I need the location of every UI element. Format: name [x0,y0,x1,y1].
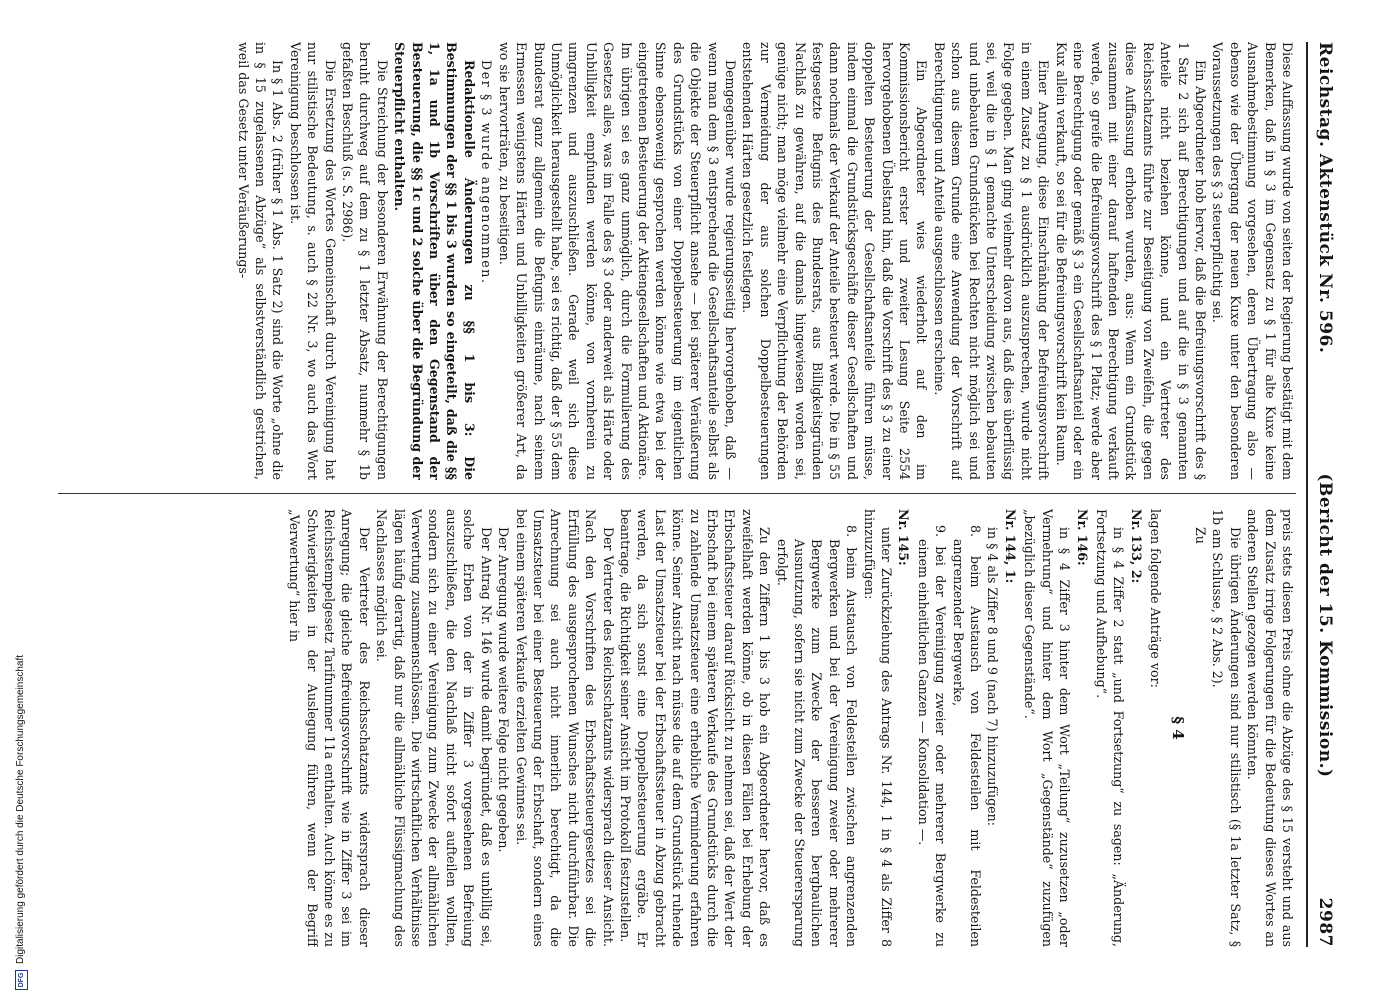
paragraph: Der Vertreter des Reichsschatzamts widersprach dieser Anregung; die gleiche Befreiungsvorschrift wie in Ziffer 3 sei im Reichsstempelgesetz Tarifnummer 11a enthalten. Auch könne es zu Schwierigkeiten in der Auslegung führen, wenn der Begriff „Verwertung“ hier in [287,509,372,947]
paragraph: Ein Abgeordneter wies wiederholt auf den im Kommissionsbericht erster und zweiter Lesung Seite 2554 hervorgehobenen Übelstand hin, daß die Vorschrift des § 3 zu einer doppelten Besteuerung der Gesellschaftsanteile führen müsse, indem einmal die Grundstücksgeschäfte dieser Gesellschaften und dann nochmals der Verkauf der Anteile besteuert werde. Die in § 55 festgesetzte Befugnis des Bundesrats, aus Billigkeitsgründen Nachlaß zu gewähren, auf die damals hingewiesen worden sei, genüge nicht; man möge vielmehr eine Verpflichtung der Behörden zur Vermeidung der aus solchen Doppelbesteuerungen entstehenden Härten gesetzlich festlegen. [740,42,930,480]
paragraph: Der Antrag Nr. 146 wurde damit begründet, daß es unbillig sei, solche Erben von der in Ziffer 3 vorgesehenen Befreiung auszuschließen, die den Nachlaß nicht sofort aufteilen wollten, sondern sich zu einer Vereinigung zum Zwecke der allmählichen Verwertung zusammenschlössen. Die wirtschaftlichen Verhältnisse lägen häufig derartig, daß nur die allmähliche Flüssigmachung des Nachlasses möglich sei. [374,509,494,947]
motion-text: in § 4 Ziffer 2 statt „und Fortsetzung“ zu sagen: „Änderung, Fortsetzung und Aufhebung“. [1093,509,1127,947]
motion-label: Nr. 145: [896,509,912,566]
motion-item: 8. beim Austausch von Feldesteilen mit Feldesteilen angrenzender Bergwerke, [950,525,984,947]
motion-text: unter Zurückziehung des Antrags Nr. 144, 1 in § 4 als Ziffer 8 hinzuzufügen: [861,509,895,947]
motion-item: 8. beim Austausch von Feldesteilen zwischen angrenzenden Bergwerken und bei der Vereinigung zweier oder mehrerer Bergwerke zum Zwecke der besseren bergbaulichen Ausnutzung, sofern sie nicht zum Zwecke der Steuerersparung erfolgt. [774,525,860,947]
paragraph: Die übrigen Änderungen sind nur stilistisch (§ 1a letzter Satz, § 1b am Schlusse, § 2 Abs. 2). [1210,509,1243,947]
motion-label: Nr. 133, 2: [1128,509,1144,584]
footer-text: Digitalisierung gefördert durch die Deutsche Forschungsgemeinschaft [15,654,26,964]
motion-label: Nr. 146: [1074,509,1090,566]
motion-label: Nr. 144, 1: [1002,509,1018,584]
zu-label: Zu [1192,527,1208,544]
section-heading: § 4 [1168,716,1187,740]
page-number: 2987 [1315,897,1335,947]
motion-text: in § 4 Ziffer 3 hinter dem Wort „Teilung“ zuzusetzen „oder Vermehrung“ und hinter dem Wort „Gegenstände“ zuzufügen „bezüglich dieser Gegenstände“. [1022,509,1073,947]
paragraph: Der § 3 wurde angenommen. [479,60,495,285]
paragraph: Zu den Ziffern 1 bis 3 hob ein Abgeordneter hervor, daß es zweifelhaft werden könne, ob in diesen Fällen bei Erhebung der Erbschaftssteuer darauf Rücksicht zu nehmen sei, daß der Wert der Erbschaft bei einem späteren Verkaufe des Grundstücks durch die zu zahlende Umsatzsteuer eine erhebliche Verminderung erfahren könne. Seiner Ansicht nach müsse die auf dem Grundstück ruhende Last der Umsatzsteuer bei der Erbschaftssteuer in Abzug gebracht werden, da sich sonst eine Doppelbesteuerung ergäbe. Er beantrage, die Richtigkeit seiner Ansicht im Protokoll festzustellen. [617,509,773,947]
paragraph: Diese Auffassung wurde von seiten der Regierung bestätigt mit dem Bemerken, daß in § 3 im Gegensatz zu § 1 für alte Kuxe keine Ausnahmebestimmung vorgesehen, deren Übertragung also — ebenso wie der Übergang der neuen Kuxe unter den besonderen Voraussetzungen des § 3 steuerpflichtig sei. [1210,42,1295,480]
paragraph: Der Vertreter des Reichsschatzamts widersprach dieser Ansicht. Nach den Vorschriften des Erbschaftssteuergesetzes sei die Erfüllung des ausgesprochenen Wunsches nicht durchführbar. Die Anrechnung sei auch nicht innerlich berechtigt, da die Umsatzsteuer bei einer Besteuerung der Erbschaft, sondern eines bei einem späteren Verkaufe erzielten Gewinnes sei. [513,509,616,947]
paragraph: Demgegenüber wurde regierungsseitig hervorgehoben, daß — wenn man dem § 3 entsprechend die Gesellschaftsanteile selbst als die Objekte der Steuerpflicht ansehe — bei späterer Veräußerung des Grundstücks von einer Doppelbesteuerung im eigentlichen Sinne ebensowenig gesprochen werden könne wie etwa bei der eingetretenen Besteuerung der Aktiengesellschaften und Aktionäre. Im übrigen sei es ganz unmöglich, durch die Formulierung des Gesetzes alles, was im Falle des § 3 oder anderweit als Härte oder Unbilligkeit empfunden werden könne, von vornherein zu umgrenzen und auszuschließen. Gerade weil sich diese Unmöglichkeit herausgestellt habe, sei es richtig, daß der § 55 dem Bundesrat ganz allgemein die Befugnis einräume, nach seinem Ermessen wenigstens Härten und Unbilligkeiten größerer Art, da wo sie hervorträten, zu beseitigen. [496,42,738,480]
paragraph: In § 1 Abs. 2 (früher § 1 Abs. 1 Satz 2) sind die Worte „ohne die in § 15 zugelassenen Abzüge“ als selbstverständlich gestrichen, weil das Gesetz unter Veräußerungs- [235,42,286,480]
paragraph: Der Anregung wurde weitere Folge nicht gegeben. [496,527,512,853]
motion-item: 9. bei der Vereinigung zweier oder mehrerer Bergwerke zu einem einheitlichen Ganzen — Konsolidation —. [915,525,949,947]
paragraph-heading: Redaktionelle Änderungen zu §§ 1 bis 3: Die Bestimmungen der §§ 1 bis 3 wurden so eingeteilt, daß die §§ 1, 1a und 1b Vorschriften über den Gegenstand der Besteuerung, die §§ 1c und 2 solche über die Begründung der Steuerpflicht enthalten. [392,42,477,480]
paragraph: Die Ersetzung des Wortes Gemeinschaft durch Vereinigung hat nur stilistische Bedeutung, s. auch § 22 Nr. 3, wo auch das Wort Vereinigung beschlossen ist. [287,42,338,480]
running-head-left: Reichstag. Aktenstück Nr. 596. [1315,42,1335,354]
paragraph: Ein Abgeordneter hob hervor, daß die Befreiungsvorschrift des § 1 Satz 2 sich auf Berechtigungen und auf die in § 3 genannten Anteile nicht beziehen könne, und ein Vertreter des Reichsschatzamts führte zur Beseitigung von Zweifeln, die gegen diese Auffassung erhoben wurden, aus: Wenn ein Grundstück zusammen mit einer darauf haftenden Berechtigung verkauft werde, so greife die Befreiungsvorschrift des § 1 Platz; werde aber eine Berechtigung oder gemäß § 3 ein Gesellschaftsanteil oder ein Kux allein verkauft, so sei für die Befreiungsvorschrift kein Raum. [1053,42,1208,480]
paragraph: Die Streichung der besonderen Erwähnung der Berechtigungen beruht durchweg auf dem zu § 1 letzter Absatz, nunmehr § 1b gefaßten Beschluß (s. S. 2986). [340,42,390,480]
running-head-center: (Bericht der 15. Kommission.) [1315,473,1335,778]
right-column [58,509,1296,947]
header-rule [1306,42,1308,947]
printed-page [50,42,1340,947]
antraege-intro: lagen folgende Anträge vor: [1148,509,1164,688]
dfg-logo-icon: DFG [15,970,28,990]
paragraph: preis stets diesen Preis ohne die Abzüge des § 15 versteht und aus dem Zusatz irrige Folgerungen für die Bedeutung dieses Wortes an anderen Stellen gezogen werden könnten. [1245,509,1295,947]
digitization-footer [14,610,28,990]
column-rule [58,493,1296,494]
running-head [1310,42,1340,947]
motion-text: in § 4 als Ziffer 8 und 9 (nach 7) hinzuzufügen: [985,527,1001,826]
left-column [58,42,1296,480]
paragraph: Einer Anregung, diese Einschränkung der Befreiungsvorschrift in einem Zusatz zu § 1 ausdrücklich auszusprechen, wurde nicht Folge gegeben. Man ging vielmehr davon aus, daß dies überflüssig sei, weil die in § 1 gemachte Unterscheidung zwischen bebauten und unbebauten Grundstücken bei Rechten nicht möglich sei und schon aus diesem Grunde eine Anwendung der Vorschrift auf Berechtigungen und Anteile ausgeschlossen erscheine. [931,42,1052,480]
